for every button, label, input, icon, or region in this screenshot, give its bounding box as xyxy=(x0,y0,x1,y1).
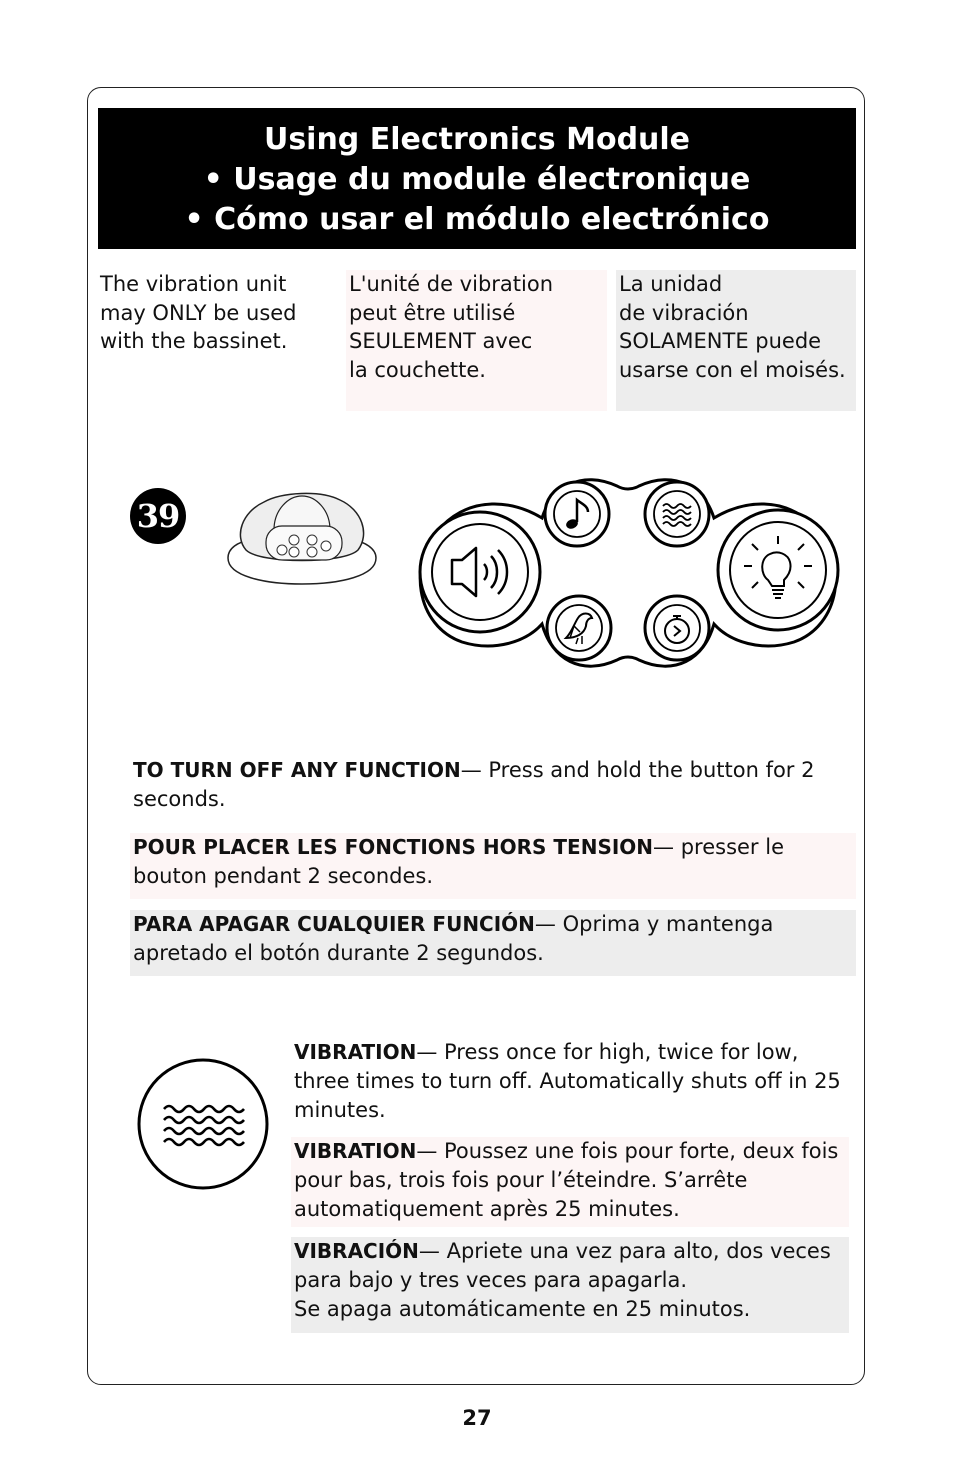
music-button[interactable] xyxy=(545,482,609,546)
step-number-badge: 39 xyxy=(130,488,186,544)
intro-spanish: La unidad de vibración SOLAMENTE puede usarse con el moisés. xyxy=(616,270,856,411)
turn-off-french: POUR PLACER LES FONCTIONS HORS TENSION— presser le bouton pendant 2 secondes. xyxy=(130,833,856,899)
nature-sounds-button[interactable] xyxy=(547,596,611,660)
title-spanish: • Cómo usar el módulo electrónico xyxy=(184,202,770,237)
turn-off-spanish: PARA APAGAR CUALQUIER FUNCIÓN— Oprima y mantenga apretado el botón durante 2 segundos. xyxy=(130,910,856,976)
nightlight-button[interactable] xyxy=(718,510,838,630)
vibration-french: VIBRATION— Poussez une fois pour forte, deux fois pour bas, trois fois pour l’éteindre. S’arrête automatiquement après 25 minutes. xyxy=(291,1137,849,1227)
title-english: Using Electronics Module xyxy=(263,122,691,157)
page-number: 27 xyxy=(462,1406,492,1430)
vibration-waves-icon xyxy=(136,1057,270,1191)
vibration-english: VIBRATION— Press once for high, twice for low, three times to turn off. Automatically shuts off in 25 minutes. xyxy=(294,1040,841,1122)
page-title xyxy=(98,108,856,249)
intro-english: The vibration unit may ONLY be used with the bassinet. xyxy=(100,272,297,353)
electronics-module-device-icon xyxy=(224,488,380,588)
vibration-spanish: VIBRACIÓN— Apriete una vez para alto, dos veces para bajo y tres veces para apagarla. Se apaga automáticamente en 25 minutos. xyxy=(291,1237,849,1333)
control-panel-diagram xyxy=(412,466,844,676)
title-french: • Usage du module électronique xyxy=(203,162,751,197)
intro-french: L'unité de vibration peut être utilisé SEULEMENT avec la couchette. xyxy=(346,270,607,411)
vibration-button[interactable] xyxy=(645,482,709,546)
timer-button[interactable] xyxy=(645,596,709,660)
turn-off-english: TO TURN OFF ANY FUNCTION— Press and hold the button for 2 seconds. xyxy=(133,758,815,811)
volume-button[interactable] xyxy=(420,512,540,632)
